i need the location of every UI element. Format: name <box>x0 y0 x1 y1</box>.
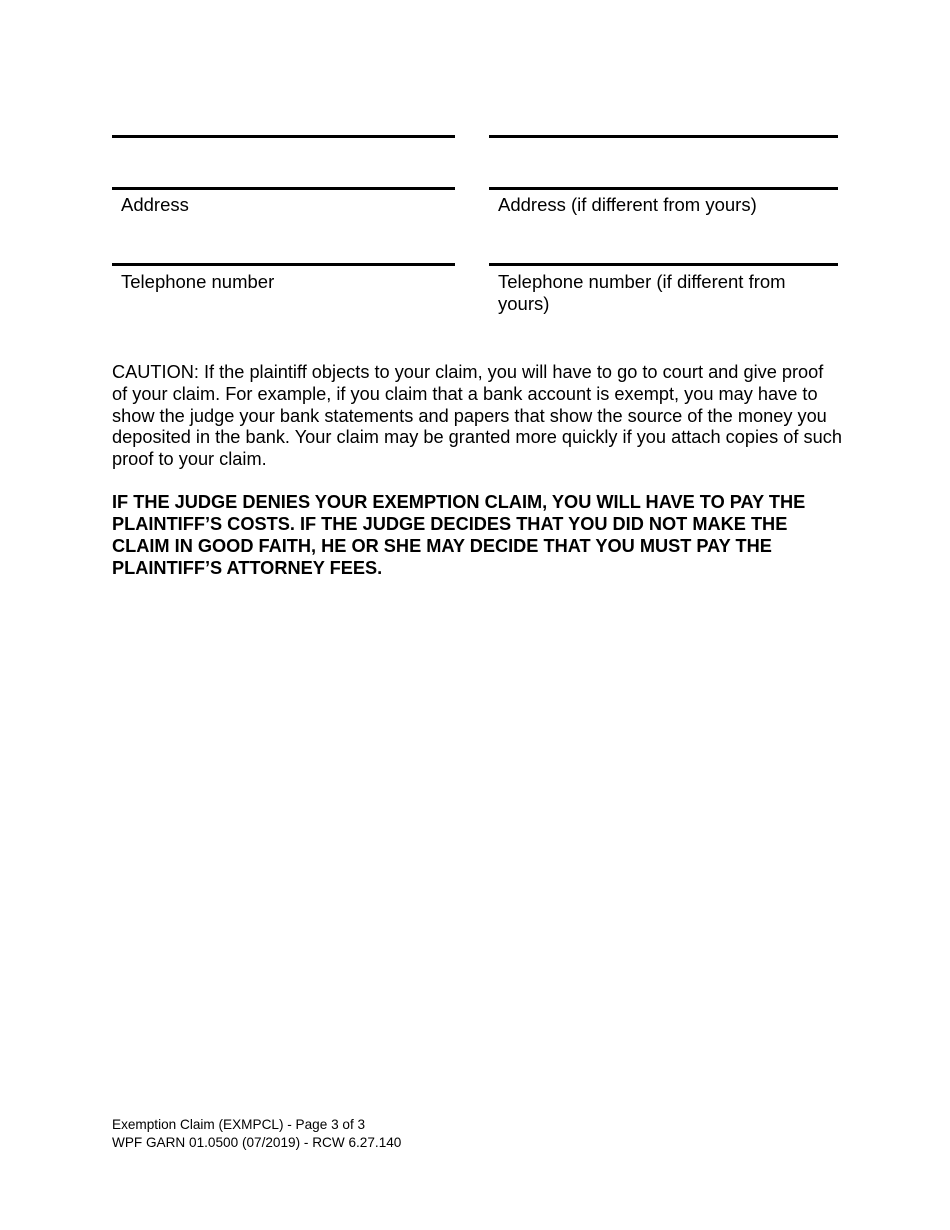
left-signature-line <box>112 135 455 138</box>
telephone-label: Telephone number <box>121 271 275 292</box>
other-address-label: Address (if different from yours) <box>498 194 757 215</box>
caution-paragraph: CAUTION: If the plaintiff objects to your claim, you will have to go to court and give proof of your claim. For example, if you claim that a bank account is exempt, you may have to show the judge your bank statements and papers that show the source of the money you deposited in the bank. Your claim may be granted more quickly if you attach copies of such proof to your claim. <box>112 362 842 470</box>
page-footer <box>112 1116 401 1152</box>
right-address-line <box>489 187 838 190</box>
right-signature-line <box>489 135 838 138</box>
right-telephone-line <box>489 263 838 266</box>
address-label: Address <box>121 194 189 215</box>
left-telephone-line <box>112 263 455 266</box>
warning-paragraph: IF THE JUDGE DENIES YOUR EXEMPTION CLAIM, YOU WILL HAVE TO PAY THE PLAINTIFF’S COSTS. IF THE JUDGE DECIDES THAT YOU DID NOT MAKE THE CLAIM IN GOOD FAITH, HE OR SHE MAY DECIDE THAT YOU MUST PAY THE PLAINTIFF’S ATTORNEY FEES. <box>112 492 806 578</box>
other-telephone-label: Telephone number (if different from yours) <box>498 271 786 314</box>
left-address-line <box>112 187 455 190</box>
footer-form-code: WPF GARN 01.0500 (07/2019) - RCW 6.27.140 <box>112 1135 402 1150</box>
footer-form-title: Exemption Claim (EXMPCL) - Page 3 of 3 <box>112 1117 366 1132</box>
